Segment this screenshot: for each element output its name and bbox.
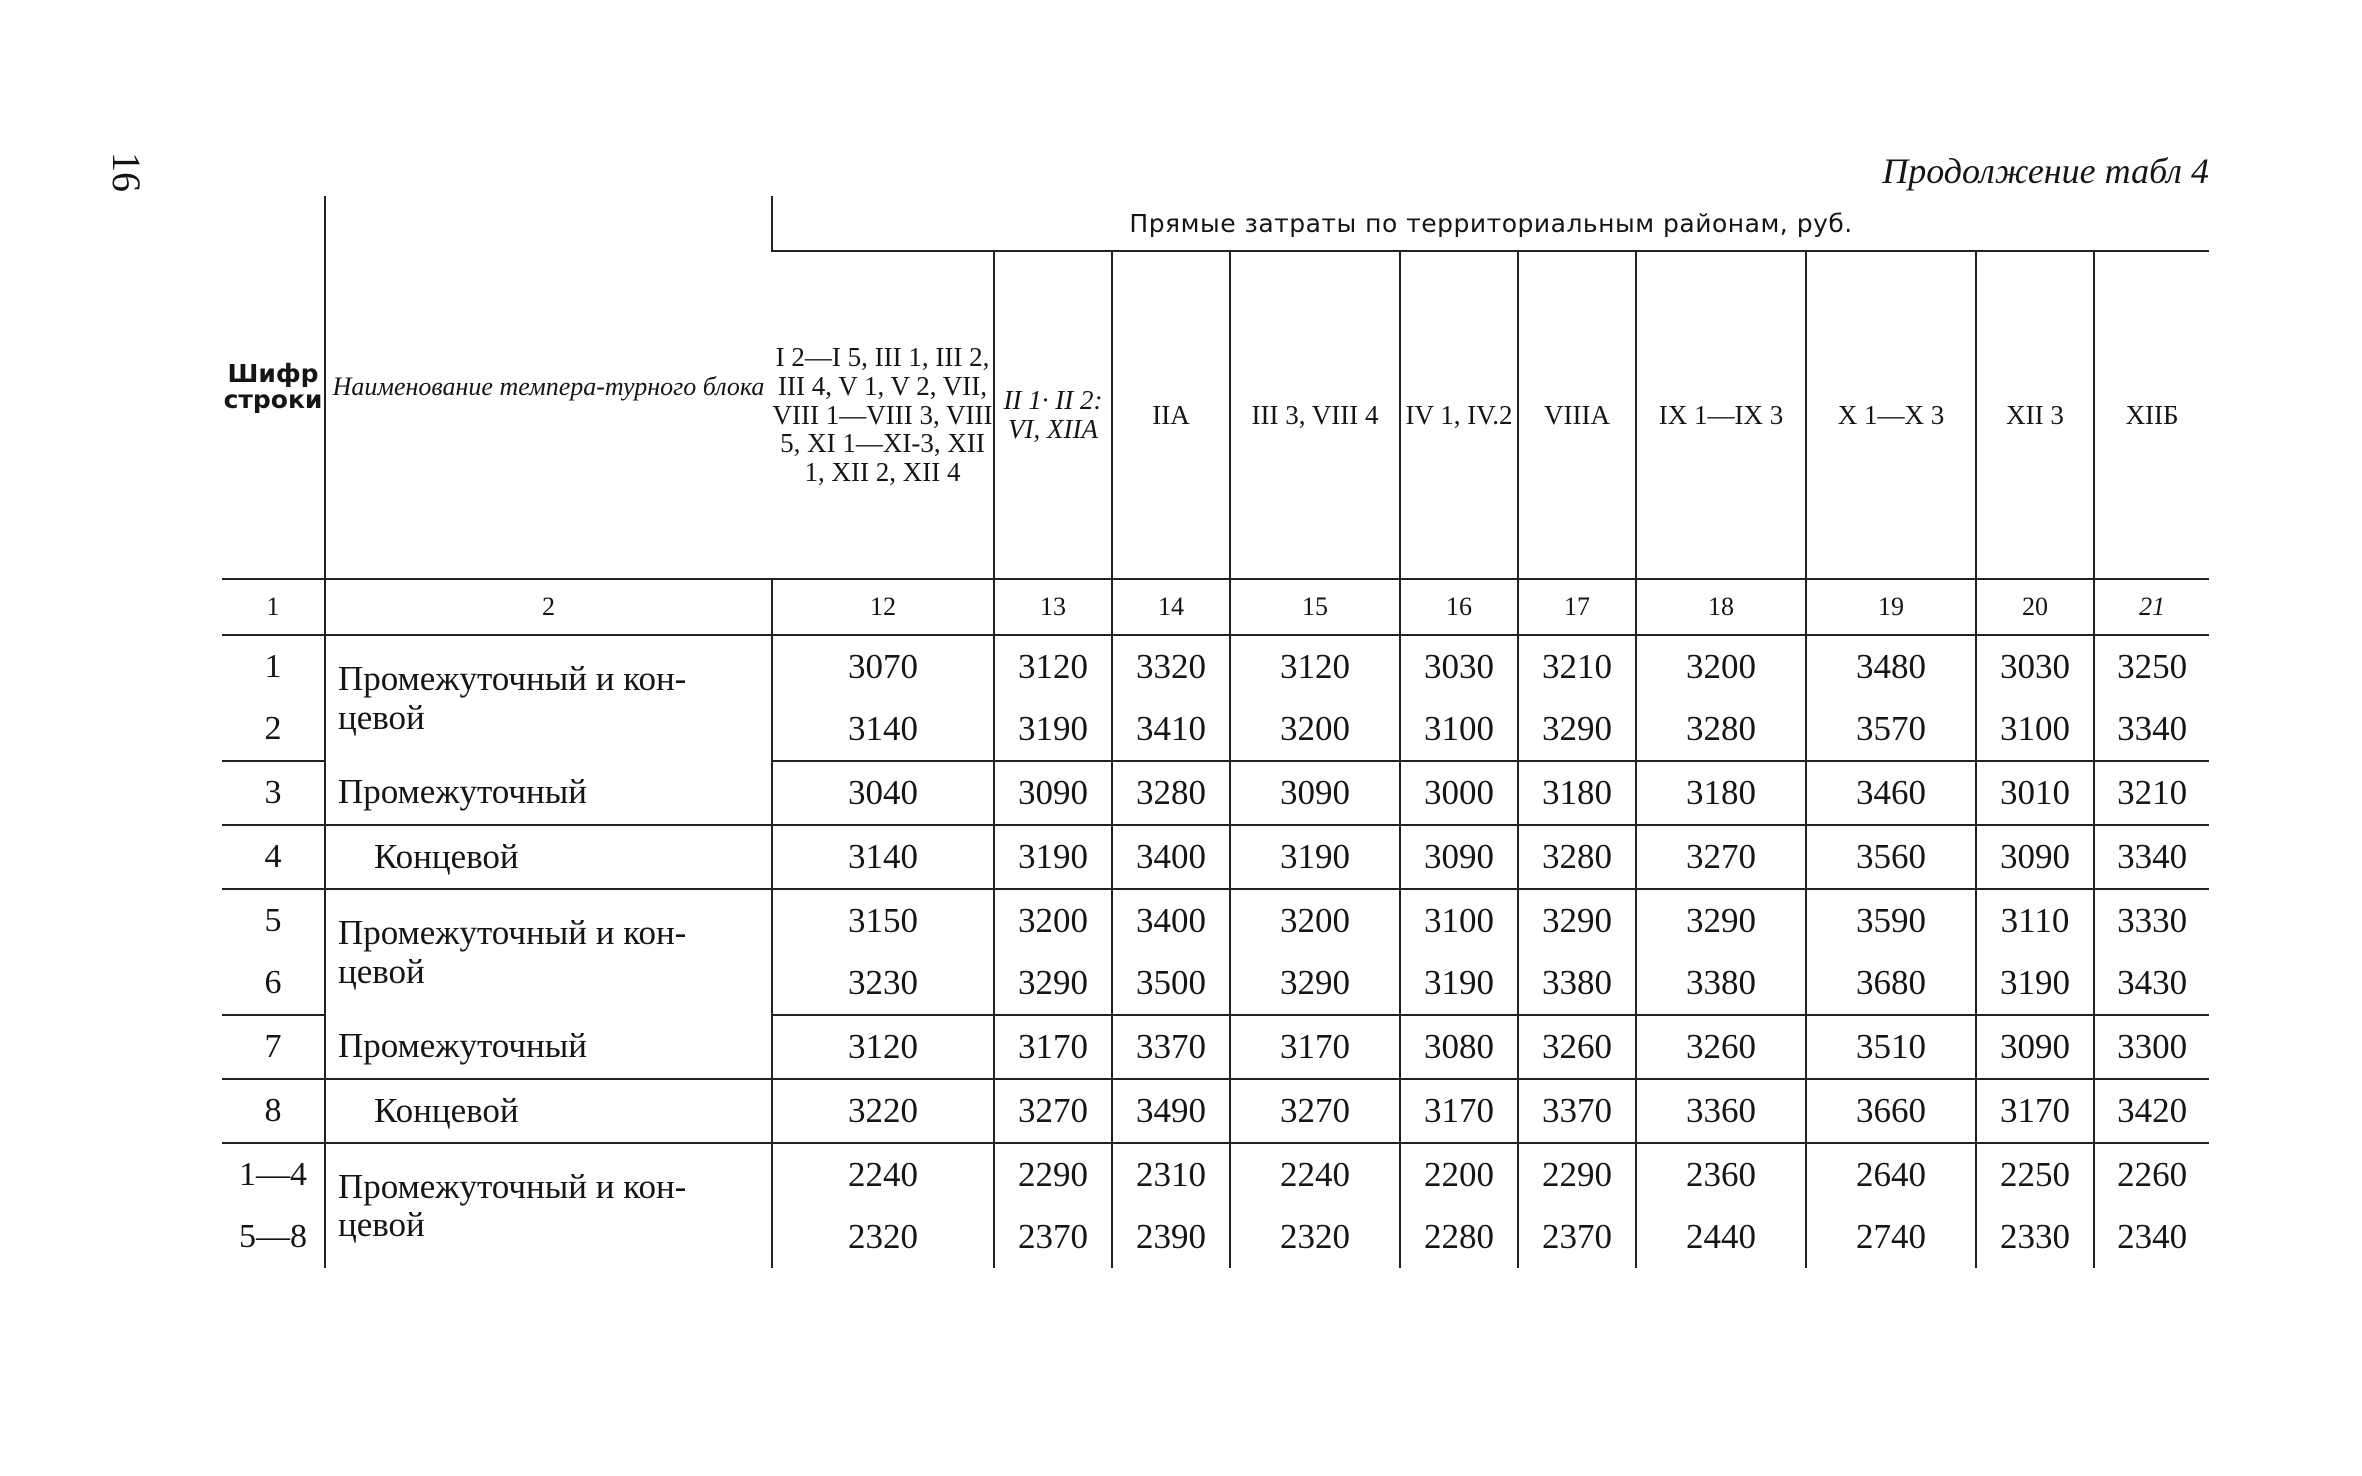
cost-value: 3200 <box>1636 635 1806 698</box>
cost-value: 3510 <box>1806 1015 1976 1079</box>
cost-value: 3320 <box>1112 635 1230 698</box>
row-name <box>325 1015 772 1079</box>
name-column-header: Наименование темпера-турного блока <box>325 196 772 579</box>
row-code: 7 <box>222 1015 325 1079</box>
column-number: 18 <box>1636 579 1806 635</box>
cost-value: 3380 <box>1518 952 1636 1015</box>
region-column-header: IX 1—IX 3 <box>1636 251 1806 579</box>
cost-value: 3290 <box>994 952 1112 1015</box>
region-column-header: XII 3 <box>1976 251 2094 579</box>
cost-value: 2360 <box>1636 1143 1806 1206</box>
cost-value: 3200 <box>1230 698 1400 761</box>
column-number: 14 <box>1112 579 1230 635</box>
cost-value: 3270 <box>994 1079 1112 1143</box>
cost-value: 3120 <box>994 635 1112 698</box>
cost-value: 2370 <box>994 1206 1112 1268</box>
cost-value: 3190 <box>994 698 1112 761</box>
cost-value: 2740 <box>1806 1206 1976 1268</box>
cost-value: 3170 <box>994 1015 1112 1079</box>
cost-value: 3000 <box>1400 761 1518 825</box>
cost-value: 3080 <box>1400 1015 1518 1079</box>
region-column-header: X 1—X 3 <box>1806 251 1976 579</box>
cost-value: 3180 <box>1518 761 1636 825</box>
cost-value: 3250 <box>2094 635 2209 698</box>
cost-value: 2280 <box>1400 1206 1518 1268</box>
row-code: 4 <box>222 825 325 889</box>
page-number: 16 <box>104 152 149 192</box>
column-number: 17 <box>1518 579 1636 635</box>
cost-value: 2390 <box>1112 1206 1230 1268</box>
table-row <box>222 1079 2209 1143</box>
cost-value: 3100 <box>1400 698 1518 761</box>
cost-value: 3190 <box>994 825 1112 889</box>
row-name-text: Концевой <box>374 1090 519 1130</box>
cost-value: 3210 <box>2094 761 2209 825</box>
row-name <box>325 825 772 889</box>
cost-value: 3230 <box>772 952 994 1015</box>
cost-value: 3460 <box>1806 761 1976 825</box>
cost-value: 3290 <box>1518 698 1636 761</box>
column-number: 21 <box>2094 579 2209 635</box>
cost-value: 3410 <box>1112 698 1230 761</box>
cost-value: 2370 <box>1518 1206 1636 1268</box>
row-code: 5—8 <box>239 1218 307 1255</box>
cost-value: 3490 <box>1112 1079 1230 1143</box>
region-column-header: XIIБ <box>2094 251 2209 579</box>
cost-value: 3480 <box>1806 635 1976 698</box>
table-row <box>222 635 2209 698</box>
cost-value: 3680 <box>1806 952 1976 1015</box>
cost-value: 2290 <box>1518 1143 1636 1206</box>
cost-value: 3090 <box>1230 761 1400 825</box>
cost-value: 3030 <box>1976 635 2094 698</box>
cost-value: 3400 <box>1112 825 1230 889</box>
cost-value: 3280 <box>1112 761 1230 825</box>
cost-value: 3300 <box>2094 1015 2209 1079</box>
cost-value: 3420 <box>2094 1079 2209 1143</box>
cost-value: 3010 <box>1976 761 2094 825</box>
region-column-header: I 2—I 5, III 1, III 2, III 4, V 1, V 2, VII, VIII 1—VIII 3, VIII 5, XI 1—XI-3, XII 1, XII 2, XII 4 <box>772 342 993 487</box>
cost-value: 3100 <box>1976 698 2094 761</box>
cost-value: 2310 <box>1112 1143 1230 1206</box>
cost-value: 3120 <box>1230 635 1400 698</box>
cost-value: 3500 <box>1112 952 1230 1015</box>
cost-value: 2250 <box>1976 1143 2094 1206</box>
cost-value: 3270 <box>1230 1079 1400 1143</box>
cost-value: 3360 <box>1636 1079 1806 1143</box>
cost-value: 2640 <box>1806 1143 1976 1206</box>
cost-value: 3190 <box>1400 952 1518 1015</box>
row-code: 8 <box>222 1079 325 1143</box>
cost-value: 3200 <box>994 889 1112 952</box>
table-row <box>222 1015 2209 1079</box>
cost-value: 2240 <box>772 1143 994 1206</box>
cost-value: 3200 <box>1230 889 1400 952</box>
cost-value: 3100 <box>1400 889 1518 952</box>
cost-value: 2330 <box>1976 1206 2094 1268</box>
cost-value: 2240 <box>1230 1143 1400 1206</box>
cost-value: 3280 <box>1518 825 1636 889</box>
cost-value: 3030 <box>1400 635 1518 698</box>
cost-value: 3400 <box>1112 889 1230 952</box>
row-code: 5 <box>264 902 282 939</box>
cost-value: 3280 <box>1636 698 1806 761</box>
row-name <box>325 1079 772 1143</box>
cost-value: 3090 <box>1976 825 2094 889</box>
row-name-text: Промежуточный <box>338 772 587 812</box>
table-caption: Продолжение табл 4 <box>1882 151 2209 191</box>
row-code: 2 <box>222 698 325 761</box>
row-name <box>325 761 772 825</box>
cost-value: 2320 <box>772 1206 994 1268</box>
cost-value: 3560 <box>1806 825 1976 889</box>
cost-value: 3070 <box>772 635 994 698</box>
cost-value: 3290 <box>1636 889 1806 952</box>
cost-value: 3430 <box>2094 952 2209 1015</box>
cost-value: 3260 <box>1518 1015 1636 1079</box>
cost-value: 3290 <box>1230 952 1400 1015</box>
column-number: 2 <box>325 579 772 635</box>
cost-value: 3570 <box>1806 698 1976 761</box>
cost-value: 3120 <box>772 1015 994 1079</box>
cost-value: 3150 <box>772 889 994 952</box>
row-name: Промежуточный и кон-цевой <box>325 889 772 1015</box>
cost-value: 3140 <box>772 825 994 889</box>
table-row <box>222 825 2209 889</box>
cost-group-header: Прямые затраты по территориальным районам, руб. <box>772 196 2209 251</box>
cost-value: 2320 <box>1230 1206 1400 1268</box>
cost-value: 2440 <box>1636 1206 1806 1268</box>
cost-value: 3340 <box>2094 825 2209 889</box>
cost-value: 3090 <box>1400 825 1518 889</box>
row-code: 3 <box>222 761 325 825</box>
table-row <box>222 761 2209 825</box>
table-row <box>222 1143 2209 1206</box>
row-code: 6 <box>222 952 325 1015</box>
column-number: 1 <box>222 579 325 635</box>
cost-value: 3590 <box>1806 889 1976 952</box>
table-row <box>222 889 2209 952</box>
cost-value: 2340 <box>2094 1206 2209 1268</box>
cost-value: 3380 <box>1636 952 1806 1015</box>
cost-value: 2290 <box>994 1143 1112 1206</box>
cost-value: 3190 <box>1976 952 2094 1015</box>
region-column-header: VIIIA <box>1518 251 1636 579</box>
region-column-header: IIA <box>1112 251 1230 579</box>
row-name-text: Концевой <box>374 836 519 876</box>
cost-value: 3170 <box>1230 1015 1400 1079</box>
column-number: 20 <box>1976 579 2094 635</box>
cost-value: 2260 <box>2094 1143 2209 1206</box>
row-name: Промежуточный и кон-цевой <box>325 635 772 761</box>
column-number: 15 <box>1230 579 1400 635</box>
cost-value: 3270 <box>1636 825 1806 889</box>
column-number: 13 <box>994 579 1112 635</box>
column-number: 19 <box>1806 579 1976 635</box>
row-code: 1 <box>264 648 282 685</box>
cost-table <box>222 196 2209 1268</box>
cost-value: 3220 <box>772 1079 994 1143</box>
cost-value: 3090 <box>994 761 1112 825</box>
cost-value: 3660 <box>1806 1079 1976 1143</box>
row-code: 1—4 <box>239 1156 307 1193</box>
row-name-text: Промежуточный <box>338 1026 587 1066</box>
region-column-header: III 3, VIII 4 <box>1230 251 1400 579</box>
region-column-header: II 1· II 2: VI, XIIA <box>994 251 1112 579</box>
cost-value: 3110 <box>1976 889 2094 952</box>
cost-value: 2200 <box>1400 1143 1518 1206</box>
cost-value: 3040 <box>772 761 994 825</box>
region-column-header: IV 1, IV.2 <box>1400 251 1518 579</box>
cost-value: 3340 <box>2094 698 2209 761</box>
cost-value: 3370 <box>1518 1079 1636 1143</box>
cost-value: 3210 <box>1518 635 1636 698</box>
code-column-header: Шифр строки <box>223 358 323 414</box>
cost-value: 3190 <box>1230 825 1400 889</box>
cost-value: 3170 <box>1976 1079 2094 1143</box>
cost-value: 3260 <box>1636 1015 1806 1079</box>
column-number: 12 <box>772 579 994 635</box>
column-number: 16 <box>1400 579 1518 635</box>
cost-value: 3330 <box>2094 889 2209 952</box>
cost-value: 3170 <box>1400 1079 1518 1143</box>
cost-value: 3140 <box>772 698 994 761</box>
cost-value: 3090 <box>1976 1015 2094 1079</box>
cost-value: 3370 <box>1112 1015 1230 1079</box>
cost-value: 3180 <box>1636 761 1806 825</box>
row-name: Промежуточный и кон-цевой <box>325 1143 772 1268</box>
cost-value: 3290 <box>1518 889 1636 952</box>
